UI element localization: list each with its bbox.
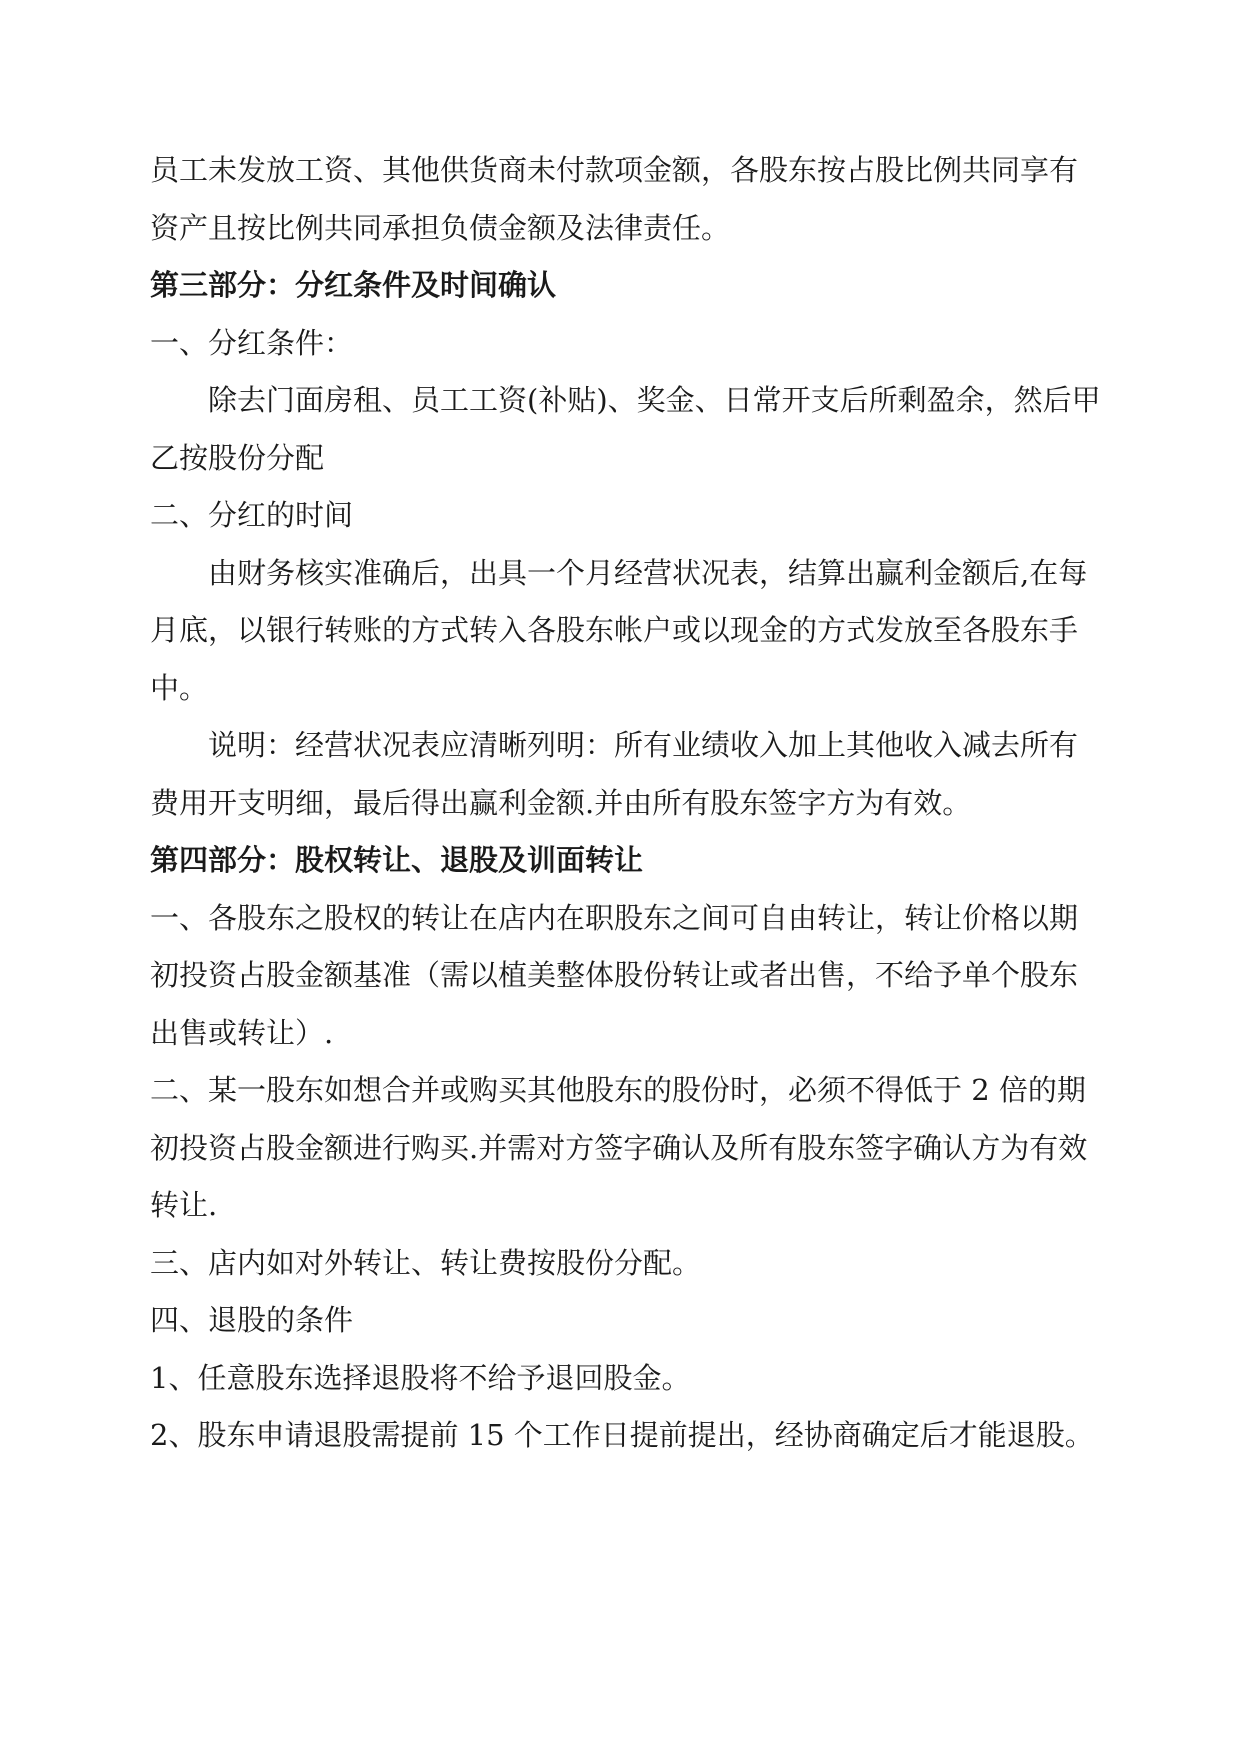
paragraph-line: 二、某一股东如想合并或购买其他股东的股份时，必须不得低于 2 倍的期 [150, 1073, 1086, 1107]
paragraph-line: 三、店内如对外转让、转让费按股份分配。 [150, 1245, 702, 1280]
paragraph-line: 转让. [150, 1188, 218, 1222]
paragraph-line: 月底，以银行转账的方式转入各股东帐户或以现金的方式发放至各股东手 [150, 613, 1079, 647]
list-item: 2、股东申请退股需提前 15 个工作日提前提出，经协商确定后才能退股。 [150, 1418, 1094, 1452]
section-heading-part-three: 第三部分：分红条件及时间确认 [150, 268, 557, 302]
list-item: 1、任意股东选择退股将不给予退回股金。 [150, 1360, 691, 1395]
paragraph-line: 中。 [150, 670, 209, 705]
paragraph-line: 初投资占股金额基准（需以植美整体股份转让或者出售，不给予单个股东 [150, 958, 1079, 992]
paragraph-line: 费用开支明细，最后得出赢利金额.并由所有股东签字方为有效。 [150, 785, 972, 820]
subheading-withdrawal-conditions: 四、退股的条件 [150, 1303, 354, 1337]
paragraph-line: 除去门面房租、员工工资(补贴)、奖金、日常开支后所剩盈余，然后甲 [208, 383, 1101, 417]
paragraph-line: 出售或转让）. [150, 1015, 334, 1050]
subheading-dividend-time: 二、分红的时间 [150, 498, 354, 532]
section-heading-part-four: 第四部分：股权转让、退股及训面转让 [150, 843, 644, 877]
paragraph-line: 员工未发放工资、其他供货商未付款项金额，各股东按占股比例共同享有 [150, 153, 1079, 187]
paragraph-line: 由财务核实准确后，出具一个月经营状况表，结算出赢利金额后,在每 [208, 555, 1088, 590]
paragraph-line: 初投资占股金额进行购买.并需对方签字确认及所有股东签字确认方为有效 [150, 1130, 1088, 1165]
subheading-dividend-conditions: 一、分红条件： [150, 325, 354, 360]
paragraph-line: 乙按股份分配 [150, 440, 325, 475]
paragraph-line: 资产且按比例共同承担负债金额及法律责任。 [150, 210, 731, 245]
paragraph-line: 一、各股东之股权的转让在店内在职股东之间可自由转让，转让价格以期 [150, 900, 1079, 935]
paragraph-line: 说明：经营状况表应清晰列明：所有业绩收入加上其他收入减去所有 [208, 728, 1079, 762]
